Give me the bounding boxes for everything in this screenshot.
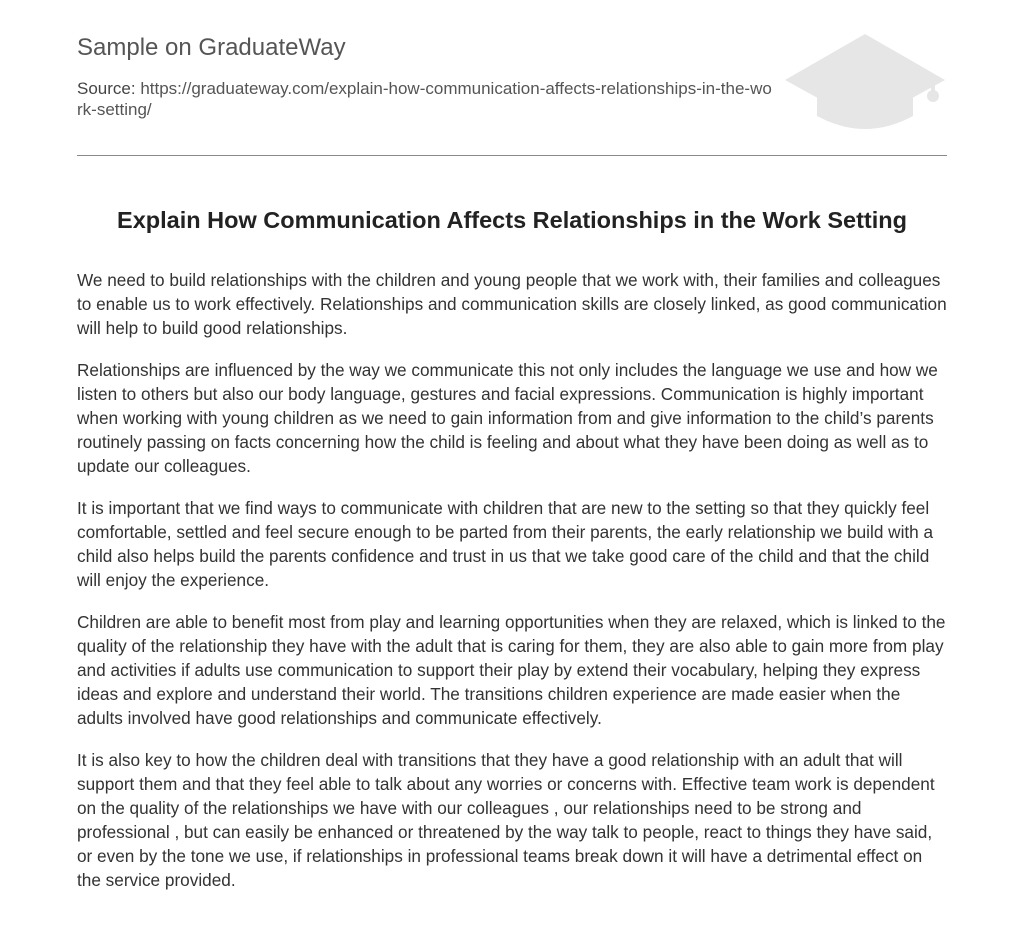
paragraph-5: It is also key to how the children deal with transitions that they have a good relationship with an adult that will support them and that they feel able to talk about any worries or concerns with. Effective team work is dependent on the quality of the relationships we have with our colleagues , our relationships need to be strong and professional , but can easily be enhanced or threatened by the way talk to people, react to things they have said, or even by the tone we use, if relationships in professional teams break down it will have a detrimental effect on the service provided. (77, 750, 935, 890)
source-link[interactable]: https://graduateway.com/explain-how-communication-affects-relationships-in-the-work-setting/ (77, 79, 772, 119)
source-label: Source: (77, 79, 141, 98)
paragraph-4: Children are able to benefit most from play and learning opportunities when they are relaxed, which is linked to the quality of the relationship they have with the adult that is caring for them, they are also able to gain more from play and activities if adults use communication to support their play by extend their vocabulary, helping they express ideas and explore and understand their world. The transitions children experience are made easier when the adults involved have good relationships and communicate effectively. (77, 612, 946, 728)
page-header (77, 0, 947, 156)
header-divider (77, 155, 947, 156)
article-body (77, 268, 949, 910)
source-line (77, 78, 777, 120)
paragraph-2: Relationships are influenced by the way we communicate this not only includes the language we use and how we listen to others but also our body language, gestures and facial expressions. Communication is highly important when working with young children as we need to gain information from and give information to the child’s parents routinely passing on facts concerning how the child is feeling and about what they have been doing as well as to update our colleagues. (77, 360, 938, 476)
graduation-cap-icon (781, 30, 949, 134)
paragraph-1: We need to build relationships with the children and young people that we work with, their families and colleagues to enable us to work effectively. Relationships and communication skills are closely linked, as good communication will help to build good relationships. (77, 270, 947, 338)
site-title: Sample on GraduateWay (77, 34, 346, 61)
article-title: Explain How Communication Affects Relationships in the Work Setting (117, 207, 907, 233)
paragraph-3: It is important that we find ways to communicate with children that are new to the setting so that they quickly feel comfortable, settled and feel secure enough to be parted from their parents, the early relationship we build with a child also helps build the parents confidence and trust in us that we take good care of the child and that the child will enjoy the experience. (77, 498, 934, 590)
